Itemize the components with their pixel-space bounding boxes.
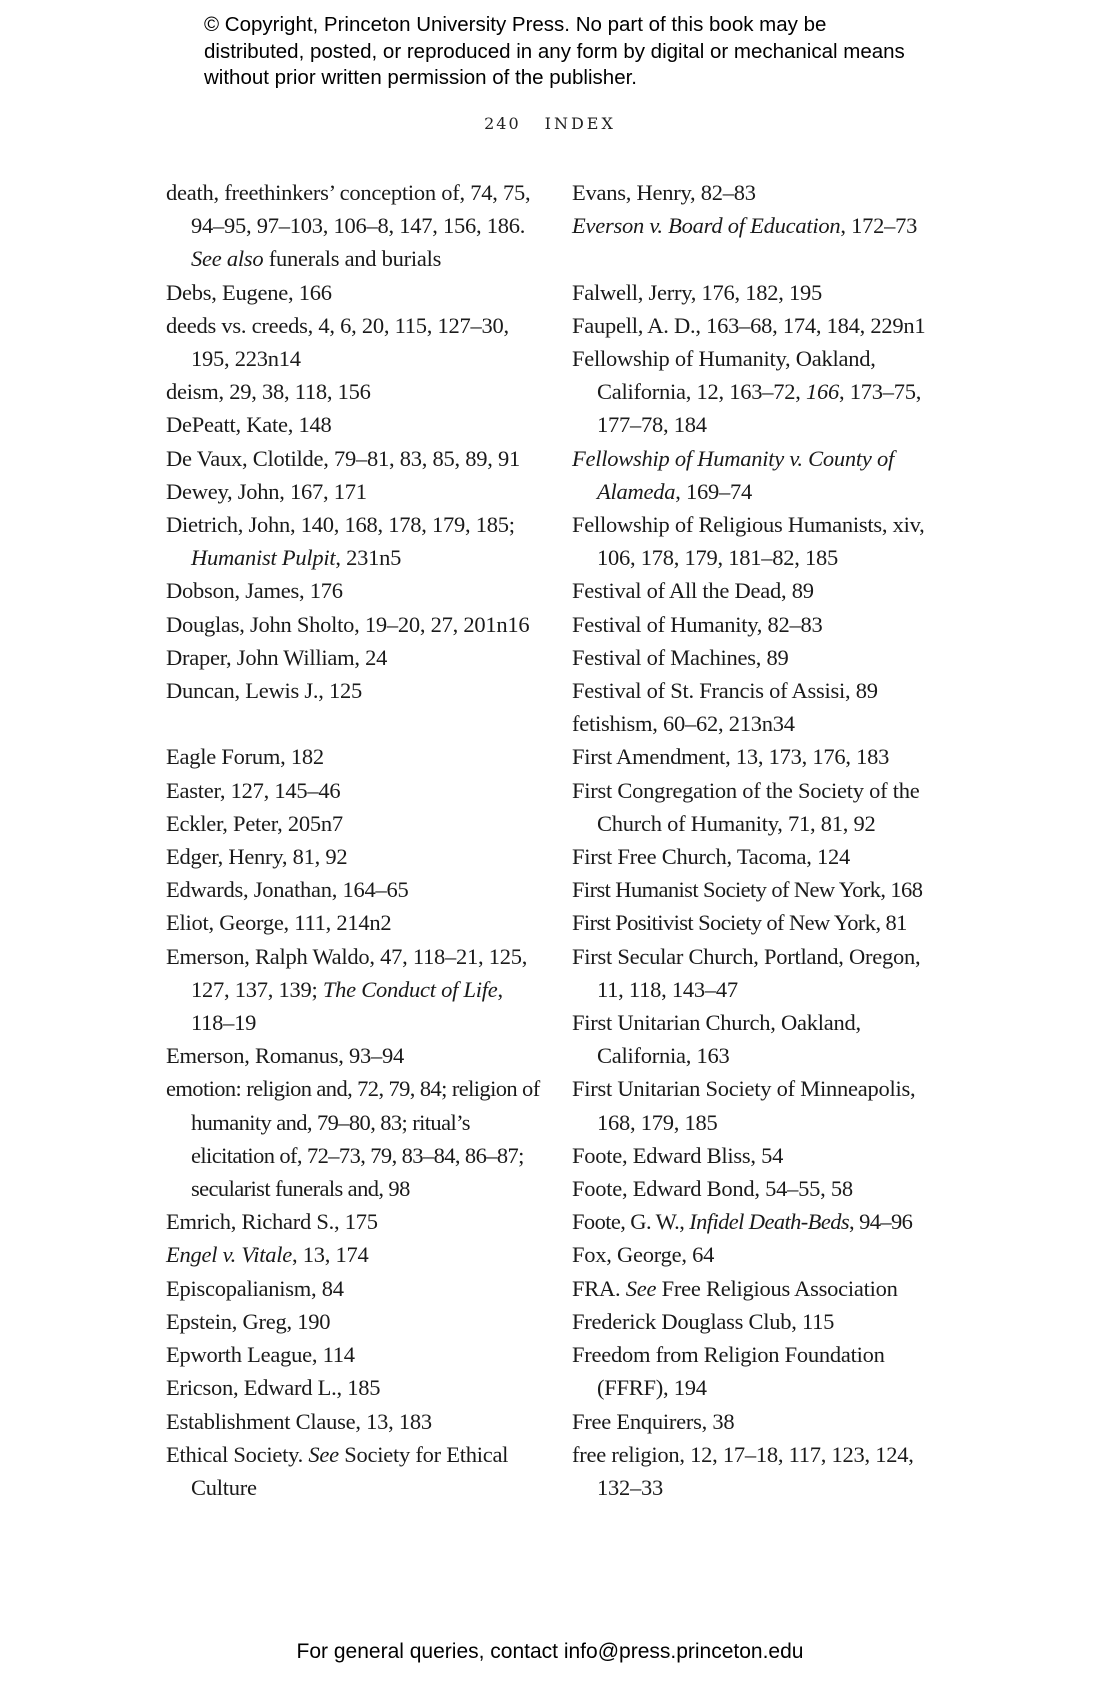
index-entry [166, 1338, 544, 1371]
index-entry [572, 674, 950, 707]
index-entry-text: Foote, Edward Bond, 54–55, 58 [572, 1176, 853, 1202]
index-entry-italic: See [308, 1441, 339, 1467]
index-entry-text: Eliot, George, 111, 214n2 [166, 910, 392, 936]
index-entry-text: Fellowship of Religious Humanists, xiv, 106, 178, 179, 181–82, 185 [572, 512, 925, 571]
index-entry-text: Falwell, Jerry, 176, 182, 195 [572, 279, 823, 305]
index-entry [166, 1205, 544, 1238]
index-entry-text: Establishment Clause, 13, 183 [166, 1408, 432, 1434]
index-entry [572, 641, 950, 674]
index-entry [166, 1371, 544, 1404]
index-entry [572, 1139, 950, 1172]
index-entry-text: DePeatt, Kate, 148 [166, 412, 332, 438]
index-entry [572, 608, 950, 641]
index-entry-text: Emerson, Romanus, 93–94 [166, 1043, 404, 1069]
index-entry-text: Dobson, James, 176 [166, 578, 343, 604]
index-entry [166, 475, 544, 508]
index-entry-text: Ericson, Edward L., 185 [166, 1375, 381, 1401]
index-entry-text: First Unitarian Society of Minneapolis, 168, 179, 185 [572, 1076, 916, 1135]
index-entry [572, 276, 950, 309]
page-number: 240 [484, 114, 521, 133]
index-entry-italic: Infidel Death-Beds [689, 1209, 850, 1235]
index-entry-text: First Positivist Society of New York, 81 [572, 910, 907, 936]
index-entry [166, 309, 544, 375]
index-entry-text: Epstein, Greg, 190 [166, 1308, 331, 1334]
index-entry-text: Dietrich, John, 140, 168, 178, 179, 185; [166, 512, 515, 538]
index-entry-text: Festival of All the Dead, 89 [572, 578, 814, 604]
index-entry [572, 774, 950, 840]
index-entry [166, 176, 544, 276]
index-entry [166, 940, 544, 1040]
index-entry [166, 1238, 544, 1271]
index-entry-text: Foote, G. W., [572, 1209, 690, 1235]
index-entry [166, 807, 544, 840]
index-entry-text: Fox, George, 64 [572, 1242, 715, 1268]
index-entry [572, 1006, 950, 1072]
index-entry [166, 873, 544, 906]
index-entry-text: First Amendment, 13, 173, 176, 183 [572, 744, 890, 770]
index-entry-text: emotion: religion and, 72, 79, 84; religion of humanity and, 79–80, 83; ritual’s elicitation of, 72–73, 79, 83–84, 86–87; secularist funerals and, 98 [166, 1076, 540, 1202]
index-entry-text: Epworth League, 114 [166, 1342, 355, 1368]
index-entry [572, 309, 950, 342]
index-entry-text: , 173–75, 177–78, 184 [597, 379, 922, 438]
index-entry [572, 940, 950, 1006]
index-entry-text: Draper, John William, 24 [166, 644, 388, 670]
index-entry-text: First Secular Church, Portland, Oregon, 11, 118, 143–47 [572, 943, 921, 1002]
index-entry-text: Festival of Machines, 89 [572, 644, 789, 670]
index-column-right [572, 176, 950, 1504]
index-entry-text: De Vaux, Clotilde, 79–81, 83, 85, 89, 91 [166, 445, 520, 471]
page-title: INDEX [544, 114, 616, 133]
index-entry [166, 375, 544, 408]
index-entry-italic: See [625, 1275, 657, 1301]
index-entry [166, 674, 544, 707]
index-entry-text: Eagle Forum, 182 [166, 744, 324, 770]
index-entry-text: death, freethinkers’ conception of, 74, 75, 94–95, 97–103, 106–8, 147, 156, 186. [166, 180, 531, 239]
index-entry [166, 840, 544, 873]
index-entry-text: Faupell, A. D., 163–68, 174, 184, 229n1 [572, 312, 926, 338]
index-entry [572, 707, 950, 740]
index-entry [166, 408, 544, 441]
index-entry-text: Frederick Douglass Club, 115 [572, 1308, 835, 1334]
index-entry-text: deism, 29, 38, 118, 156 [166, 379, 371, 405]
index-entry-italic: See also [191, 246, 264, 272]
index-entry-italic: Fellowship of Humanity v. County of Alameda [572, 445, 895, 504]
letter-group-gap [166, 707, 544, 740]
index-entry [572, 740, 950, 773]
index-entry [572, 176, 950, 209]
index-entry [572, 1072, 950, 1138]
contact-footer: For general queries, contact info@press.princeton.edu [296, 1640, 804, 1663]
index-entry-text: First Unitarian Church, Oakland, California, 163 [572, 1010, 861, 1069]
index-entry [572, 1205, 950, 1238]
index-entry-text: Eckler, Peter, 205n7 [166, 810, 343, 836]
index-entry-text: funerals and burials [263, 246, 442, 272]
copyright-notice: © Copyright, Princeton University Press. No part of this book may be distributed, posted, or reproduced in any form by digital or mechanical means without prior written permission of the publisher. [204, 13, 905, 89]
index-entry [572, 1338, 950, 1404]
index-entry [166, 1405, 544, 1438]
index-entry-text: , 13, 174 [292, 1242, 369, 1268]
index-entry-text: Festival of St. Francis of Assisi, 89 [572, 678, 878, 704]
running-head [0, 114, 1100, 133]
index-entry [572, 1305, 950, 1338]
index-entry [166, 1072, 544, 1205]
index-entry [166, 906, 544, 939]
index-entry-italic: 166 [805, 379, 839, 405]
index-entry-text: Episcopalianism, 84 [166, 1275, 344, 1301]
index-entry [166, 608, 544, 641]
index-entry-text: , 118–19 [191, 976, 503, 1036]
index-entry-text: Edger, Henry, 81, 92 [166, 844, 348, 870]
index-entry-text: Ethical Society. [166, 1441, 309, 1467]
index-entry-text: Society for Ethical Culture [191, 1441, 509, 1500]
index-entry-text: Douglas, John Sholto, 19–20, 27, 201n16 [166, 611, 530, 637]
index-column-left [166, 176, 544, 1504]
index-entry-italic: The Conduct of Life [322, 976, 498, 1002]
index-entry-text: Emerson, Ralph Waldo, 47, 118–21, 125, 127, 137, 139; [166, 943, 528, 1002]
index-entry-italic: Everson v. Board of Education [572, 213, 841, 239]
index-entry-text: Freedom from Religion Foundation (FFRF), 194 [572, 1342, 885, 1401]
index-entry [572, 1238, 950, 1271]
index-entry-text: Evans, Henry, 82–83 [572, 180, 756, 205]
index-entry [572, 1272, 950, 1305]
index-entry-text: Free Religious Association [656, 1275, 898, 1301]
index-entry-text: deeds vs. creeds, 4, 6, 20, 115, 127–30, 195, 223n14 [166, 312, 509, 372]
index-entry [166, 1272, 544, 1305]
index-entry [166, 574, 544, 607]
letter-group-gap [572, 242, 950, 275]
index-entry [166, 442, 544, 475]
index-entry-italic: Engel v. Vitale [166, 1242, 292, 1268]
index-entry-text: Edwards, Jonathan, 164–65 [166, 877, 409, 903]
index-entry-text: Free Enquirers, 38 [572, 1408, 735, 1434]
index-entry [572, 840, 950, 873]
index-entry-text: Fellowship of Humanity, Oakland, California, 12, 163–72, [572, 346, 876, 405]
index-entry-italic: Humanist Pulpit [191, 545, 336, 571]
index-entry [572, 209, 950, 242]
index-entry-text: free religion, 12, 17–18, 117, 123, 124, 132–33 [572, 1441, 914, 1500]
index-entry-text: Duncan, Lewis J., 125 [166, 678, 362, 704]
index-entry [166, 508, 544, 574]
index-entry-text: Debs, Eugene, 166 [166, 279, 332, 305]
index-entry [572, 1438, 950, 1504]
index-entry-text: Festival of Humanity, 82–83 [572, 611, 823, 637]
index-entry [572, 1172, 950, 1205]
index-entry-text: , 231n5 [335, 545, 402, 571]
index-entry [572, 1405, 950, 1438]
index-entry-text: , 172–73 [840, 213, 918, 239]
index-entry [166, 774, 544, 807]
index-entry-text: Foote, Edward Bliss, 54 [572, 1142, 784, 1168]
index-entry-text: FRA. [572, 1275, 626, 1301]
index-entry [572, 906, 950, 939]
index-entry-text: First Humanist Society of New York, 168 [572, 877, 923, 903]
index-entry-text: First Free Church, Tacoma, 124 [572, 844, 850, 870]
index-entry [572, 342, 950, 442]
index-entry [166, 1039, 544, 1072]
index-entry-text: Easter, 127, 145–46 [166, 777, 341, 803]
index-entry [166, 740, 544, 773]
index-entry [572, 873, 950, 906]
index-entry-text: , 169–74 [675, 478, 752, 504]
index-entry [166, 1438, 544, 1504]
index-entry-text: First Congregation of the Society of the Church of Humanity, 71, 81, 92 [572, 777, 920, 836]
index-entry [572, 574, 950, 607]
index-entry-text: fetishism, 60–62, 213n34 [572, 711, 795, 737]
index-entry-text: , 94–96 [849, 1209, 913, 1235]
index-entry [166, 641, 544, 674]
index-entry-text: Dewey, John, 167, 171 [166, 478, 367, 504]
index-entry [166, 1305, 544, 1338]
index-entry-text: Emrich, Richard S., 175 [166, 1209, 378, 1235]
index-entry [166, 276, 544, 309]
index-entry [572, 508, 950, 574]
index-entry [572, 442, 950, 508]
